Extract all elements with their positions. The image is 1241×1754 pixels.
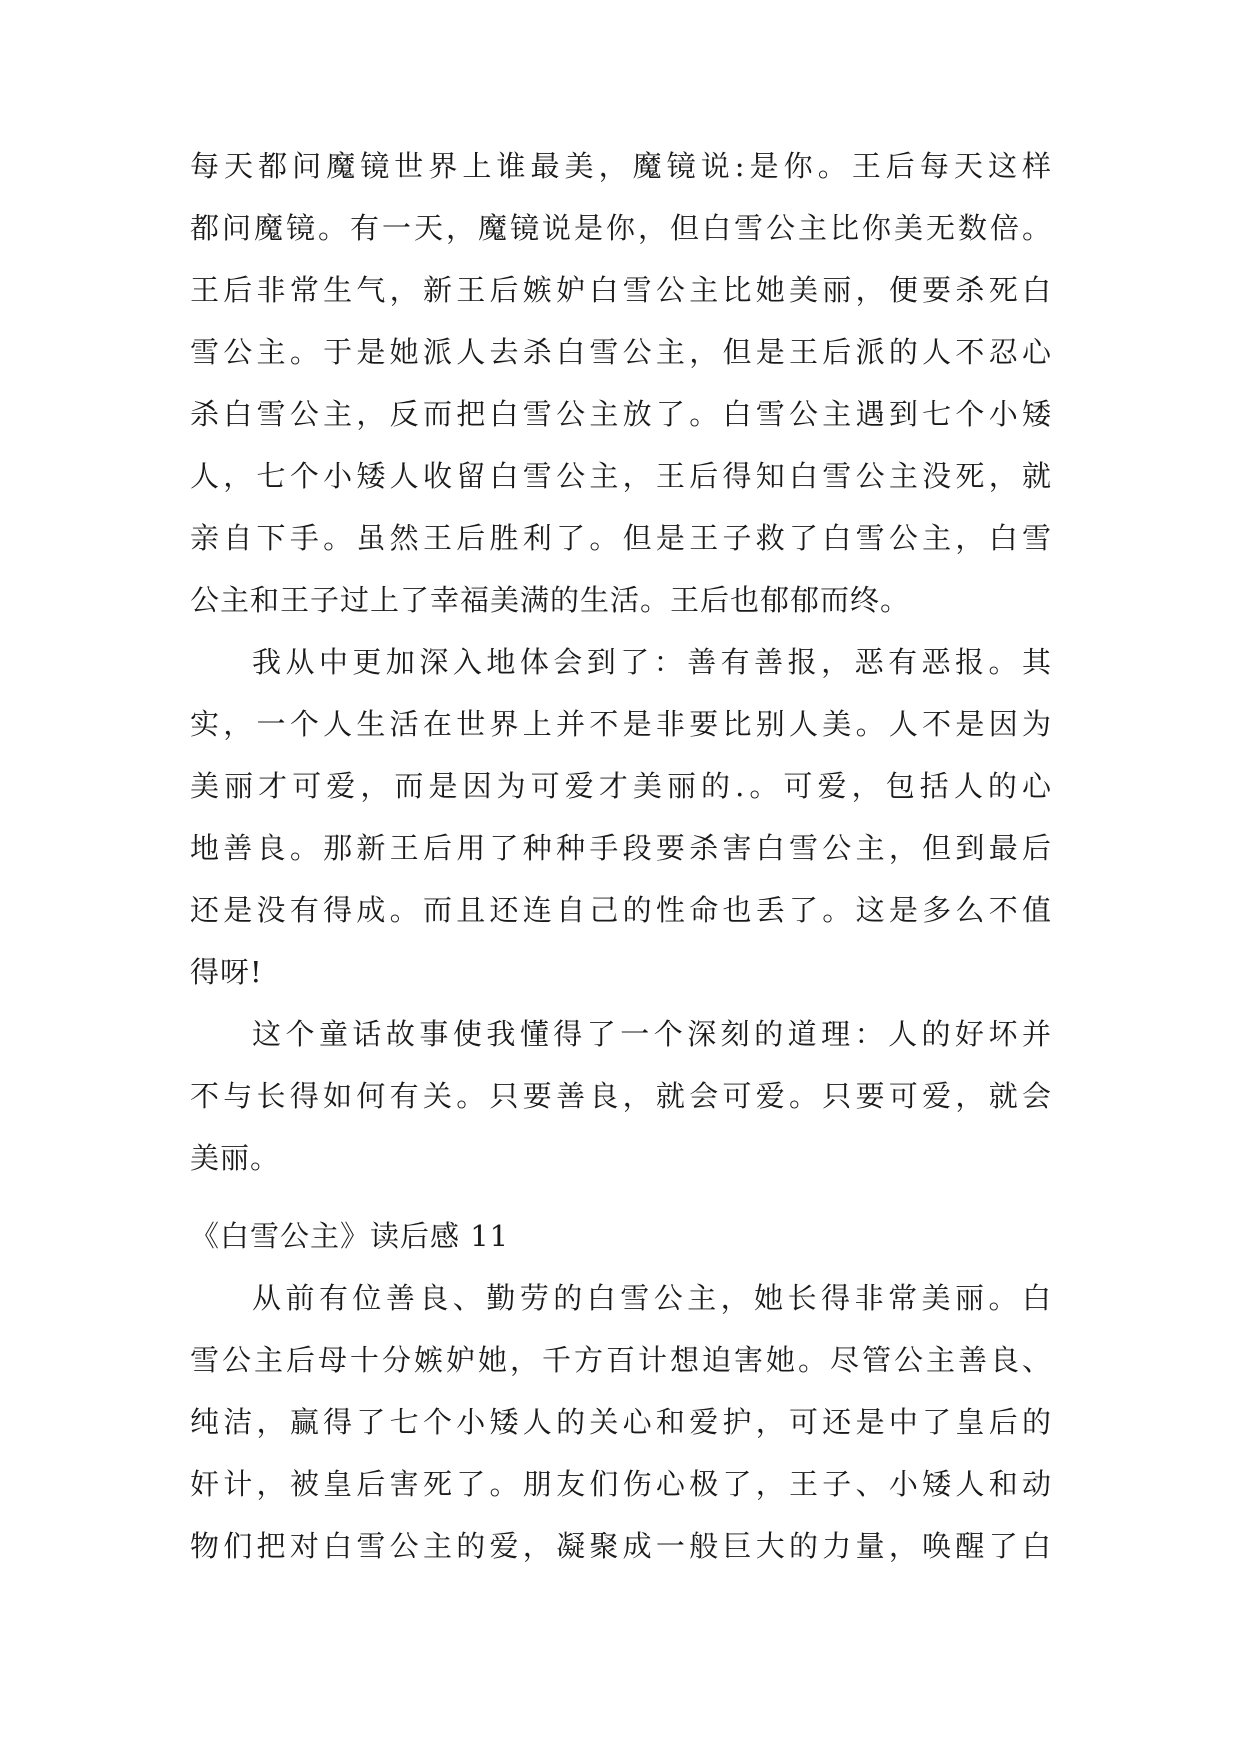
text-line: 实，一个人生活在世界上并不是非要比别人美。人不是因为 [190,707,1052,741]
text-line: 亲自下手。虽然王后胜利了。但是王子救了白雪公主，白雪 [190,521,1052,555]
text-line: 地善良。那新王后用了种种手段要杀害白雪公主，但到最后 [190,831,1052,865]
text-line: 不与长得如何有关。只要善良，就会可爱。只要可爱，就会 [190,1079,1052,1113]
text-line: 都问魔镜。有一天，魔镜说是你，但白雪公主比你美无数倍。 [190,211,1052,245]
text-line: 每天都问魔镜世界上谁最美，魔镜说:是你。王后每天这样 [190,149,1052,183]
paragraph-story-opening [190,1267,1052,1577]
text-line: 奸计，被皇后害死了。朋友们伤心极了，王子、小矮人和动 [190,1467,1052,1501]
text-line: 人，七个小矮人收留白雪公主，王后得知白雪公主没死，就 [190,459,1052,493]
section-heading: 《白雪公主》读后感 11 [190,1219,510,1253]
paragraph-conclusion [190,1003,1052,1189]
text-line: 美丽。 [190,1141,281,1175]
text-line: 雪公主。于是她派人去杀白雪公主，但是王后派的人不忍心 [190,335,1052,369]
text-line: 从前有位善良、勤劳的白雪公主，她长得非常美丽。白 [252,1281,1052,1315]
text-line: 得呀! [190,955,263,989]
text-line: 纯洁，赢得了七个小矮人的关心和爱护，可还是中了皇后的 [190,1405,1052,1439]
text-line: 美丽才可爱，而是因为可爱才美丽的.。可爱，包括人的心 [190,769,1052,803]
paragraph-reflection [190,631,1052,1003]
text-line: 物们把对白雪公主的爱，凝聚成一般巨大的力量，唤醒了白 [190,1529,1052,1563]
text-line: 公主和王子过上了幸福美满的生活。王后也郁郁而终。 [190,583,911,617]
text-line: 这个童话故事使我懂得了一个深刻的道理：人的好坏并 [252,1017,1052,1051]
paragraph-story-summary [190,135,1052,631]
text-line: 王后非常生气，新王后嫉妒白雪公主比她美丽，便要杀死白 [190,273,1052,307]
text-line: 杀白雪公主，反而把白雪公主放了。白雪公主遇到七个小矮 [190,397,1052,431]
text-line: 我从中更加深入地体会到了：善有善报，恶有恶报。其 [252,645,1052,679]
text-line: 还是没有得成。而且还连自己的性命也丢了。这是多么不值 [190,893,1052,927]
text-line: 雪公主后母十分嫉妒她，千方百计想迫害她。尽管公主善良、 [190,1343,1052,1377]
